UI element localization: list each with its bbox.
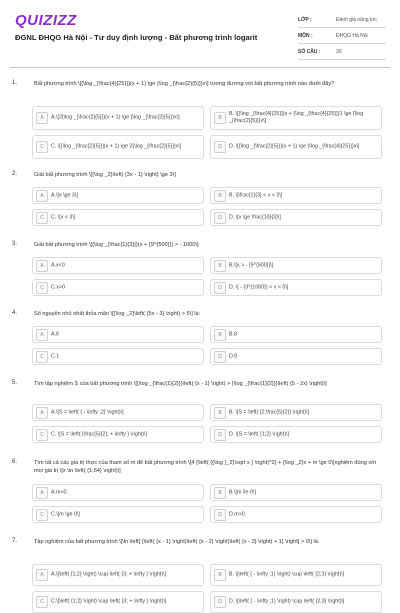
option-text: A.\[x \ge 3\] <box>51 192 78 198</box>
info-table <box>298 12 386 60</box>
option-c[interactable] <box>32 591 204 613</box>
info-value: 30 <box>336 48 342 55</box>
question-number: 1. <box>12 80 18 86</box>
option-letter: D <box>214 141 226 153</box>
option-c[interactable] <box>32 348 204 365</box>
option-text: B.\[m \le 0\] <box>229 489 256 495</box>
option-text: B.8 <box>229 331 237 337</box>
option-letter: C <box>36 596 48 608</box>
option-text: C.\[\left( {1;2} \right) \cap \left( {3; + \infty } \right)\] <box>51 598 167 605</box>
option-letter: C <box>36 141 48 153</box>
header-divider <box>10 67 390 68</box>
option-text: C. \[x < 3\] <box>51 214 76 220</box>
option-d[interactable] <box>210 591 382 613</box>
option-d[interactable] <box>210 348 382 365</box>
option-text: D.m>0. <box>229 511 247 517</box>
option-text: D. \[{\log _{\frac{2}{5}}}(x + 1) \ge {\log _{\frac{4}{25}}}x\] <box>229 143 360 150</box>
option-letter: C <box>36 509 48 521</box>
info-label: SỐ CÂU : <box>298 48 321 55</box>
option-c[interactable] <box>32 209 204 226</box>
option-c[interactable] <box>32 279 204 296</box>
option-text: A.6 <box>51 331 59 337</box>
info-row-subject <box>298 28 386 44</box>
info-label: LỚP : <box>298 16 312 23</box>
option-letter: D <box>214 509 226 521</box>
option-b[interactable] <box>210 187 382 204</box>
option-b[interactable] <box>210 404 382 421</box>
option-letter: C <box>36 351 48 363</box>
option-text: A.\[2{\log _{\frac{2}{5}}}(x + 1) \ge {\log _{\frac{2}{5}}}x\] <box>51 114 180 121</box>
option-letter: B <box>214 260 226 272</box>
question-number: 5. <box>12 380 18 386</box>
option-letter: D <box>214 282 226 294</box>
option-text: B. \[\frac{1}{3} < x < 3\] <box>229 192 283 198</box>
option-text: D.0 <box>229 353 238 359</box>
option-text: A.\[S = \left( { - \infty ;2} \right)\] <box>51 409 124 415</box>
option-b[interactable] <box>210 257 382 274</box>
question-number: 4. <box>12 310 18 316</box>
option-letter: A <box>36 112 48 124</box>
option-letter: D <box>214 212 226 224</box>
option-a[interactable] <box>32 187 204 204</box>
option-b[interactable] <box>210 326 382 343</box>
option-text: D. \[\left( { - \infty ;1} \right) \cap \left( {2;3} \right)\] <box>229 598 345 605</box>
question-text: Tìm tất cả các giá trị thực của tham số m để bất phương trình \[4 {\left( {{\log }_2}\sqrt x } \right)^2} + {\log _2}x + m \ge 0\]nghiệm đúng với mọi giá trị \[x \in \left( {1;64} \right)\] <box>34 460 377 474</box>
option-text: A.x<0 <box>51 262 65 268</box>
option-text: B. \[S = \left( {2;\frac{5}{2}} \right)\] <box>229 409 309 415</box>
option-text: C.1 <box>51 353 60 359</box>
option-text: C.x>0 <box>51 284 65 290</box>
option-letter: B <box>214 329 226 341</box>
option-d[interactable] <box>210 209 382 226</box>
option-letter: A <box>36 487 48 499</box>
option-c[interactable] <box>32 135 204 159</box>
option-d[interactable] <box>210 426 382 443</box>
option-text: B.\[x > - {9^{500}}\] <box>229 262 274 268</box>
question-text: Tập nghiệm của bất phương trình \[\ln \left[ {\left( {x - 1} \right)\left( {x - 2} \right)\left( {x - 3} \right) + 1} \right] > 0\] là: <box>34 539 320 545</box>
option-letter: D <box>214 429 226 441</box>
option-letter: B <box>214 569 226 581</box>
option-c[interactable] <box>32 506 204 523</box>
option-text: B. \[{\log _{\frac{4}{25}}}x + {\log _{\frac{4}{25}}}1 \ge {\log _{\frac{2}{5}}}x\] <box>229 111 364 124</box>
question-number: 3. <box>12 241 18 247</box>
question-text: Bất phương trình \[{\log _{\frac{4}{25}}}(x + 1) \ge {\log _{\frac{2}{5}}}x\] tương đương với bất phương trình nào dưới đây? <box>34 81 335 87</box>
question-text: Tìm tập nghiệm S của bất phương trình \[{\log _{\frac{1}{2}}}\left( {x - 1} \right) > {\log _{\frac{1}{2}}}\left( {5 - 2x} \right)\] <box>34 381 327 387</box>
option-text: C. \[{\log _{\frac{2}{5}}}(x + 1) \ge 2{\log _{\frac{2}{5}}}x\] <box>51 143 182 150</box>
info-label: MÔN : <box>298 32 313 39</box>
question-number: 7. <box>12 538 18 544</box>
option-b[interactable] <box>210 564 382 586</box>
option-letter: B <box>214 487 226 499</box>
option-a[interactable] <box>32 326 204 343</box>
option-letter: A <box>36 407 48 419</box>
header <box>0 0 400 62</box>
option-a[interactable] <box>32 484 204 501</box>
option-letter: A <box>36 569 48 581</box>
option-text: C.\[m \ge 0\] <box>51 511 80 517</box>
option-letter: A <box>36 329 48 341</box>
option-letter: B <box>214 407 226 419</box>
option-letter: A <box>36 260 48 272</box>
option-letter: C <box>36 429 48 441</box>
option-letter: A <box>36 190 48 202</box>
question-number: 2. <box>12 171 18 177</box>
option-b[interactable] <box>210 484 382 501</box>
question-text: Số nguyên nhỏ nhất thỏa mãn \[{\log _2}\left( {5x - 3} \right) > 5\] là: <box>34 311 201 317</box>
info-row-class <box>298 12 386 28</box>
question-text: Giải bất phương trình \[{\log _2}\left( {3x - 1} \right) \ge 3\] <box>34 172 176 178</box>
question-text: Giải bất phương trình \[{\log _{\frac{1}{3}}}(x + {9^{500}}) > - 1000\] <box>34 242 199 248</box>
quizizz-logo: QUIZIZZ <box>15 12 77 29</box>
option-text: D. \[x \ge \frac{10}{3}\] <box>229 214 281 220</box>
info-value: Đánh giá năng lực <box>336 16 377 23</box>
option-text: A.m<0. <box>51 489 68 495</box>
option-letter: C <box>36 212 48 224</box>
option-text: D. \[S = \left( {1;2} \right)\] <box>229 431 289 437</box>
option-letter: D <box>214 596 226 608</box>
info-row-question-count <box>298 44 386 60</box>
option-d[interactable] <box>210 135 382 159</box>
option-letter: B <box>214 112 226 124</box>
option-text: C. \[S = \left( {\frac{5}{2}; + \infty } \right)\] <box>51 431 147 437</box>
option-c[interactable] <box>32 426 204 443</box>
option-text: D. \[ - {3^{1000}} < x < 0\] <box>229 284 289 290</box>
option-a[interactable] <box>32 404 204 421</box>
option-text: B. \[\left( { - \infty ;1} \right) \cup \left( {2;3} \right)\] <box>229 571 345 578</box>
document-title: ĐGNL ĐHQG Hà Nội - Tư duy định lượng - Bất phương trình logarit <box>15 33 258 42</box>
info-value: ĐHQG Hà Nội <box>336 32 368 39</box>
option-a[interactable] <box>32 257 204 274</box>
option-letter: B <box>214 190 226 202</box>
option-a[interactable] <box>32 564 204 586</box>
option-letter: D <box>214 351 226 363</box>
option-d[interactable] <box>210 506 382 523</box>
option-text: A.\[\left( {1;2} \right) \cup \left( {3; + \infty } \right)\] <box>51 571 166 578</box>
option-letter: C <box>36 282 48 294</box>
option-a[interactable] <box>32 106 204 130</box>
option-d[interactable] <box>210 279 382 296</box>
option-b[interactable] <box>210 106 382 130</box>
question-number: 6. <box>12 459 18 465</box>
